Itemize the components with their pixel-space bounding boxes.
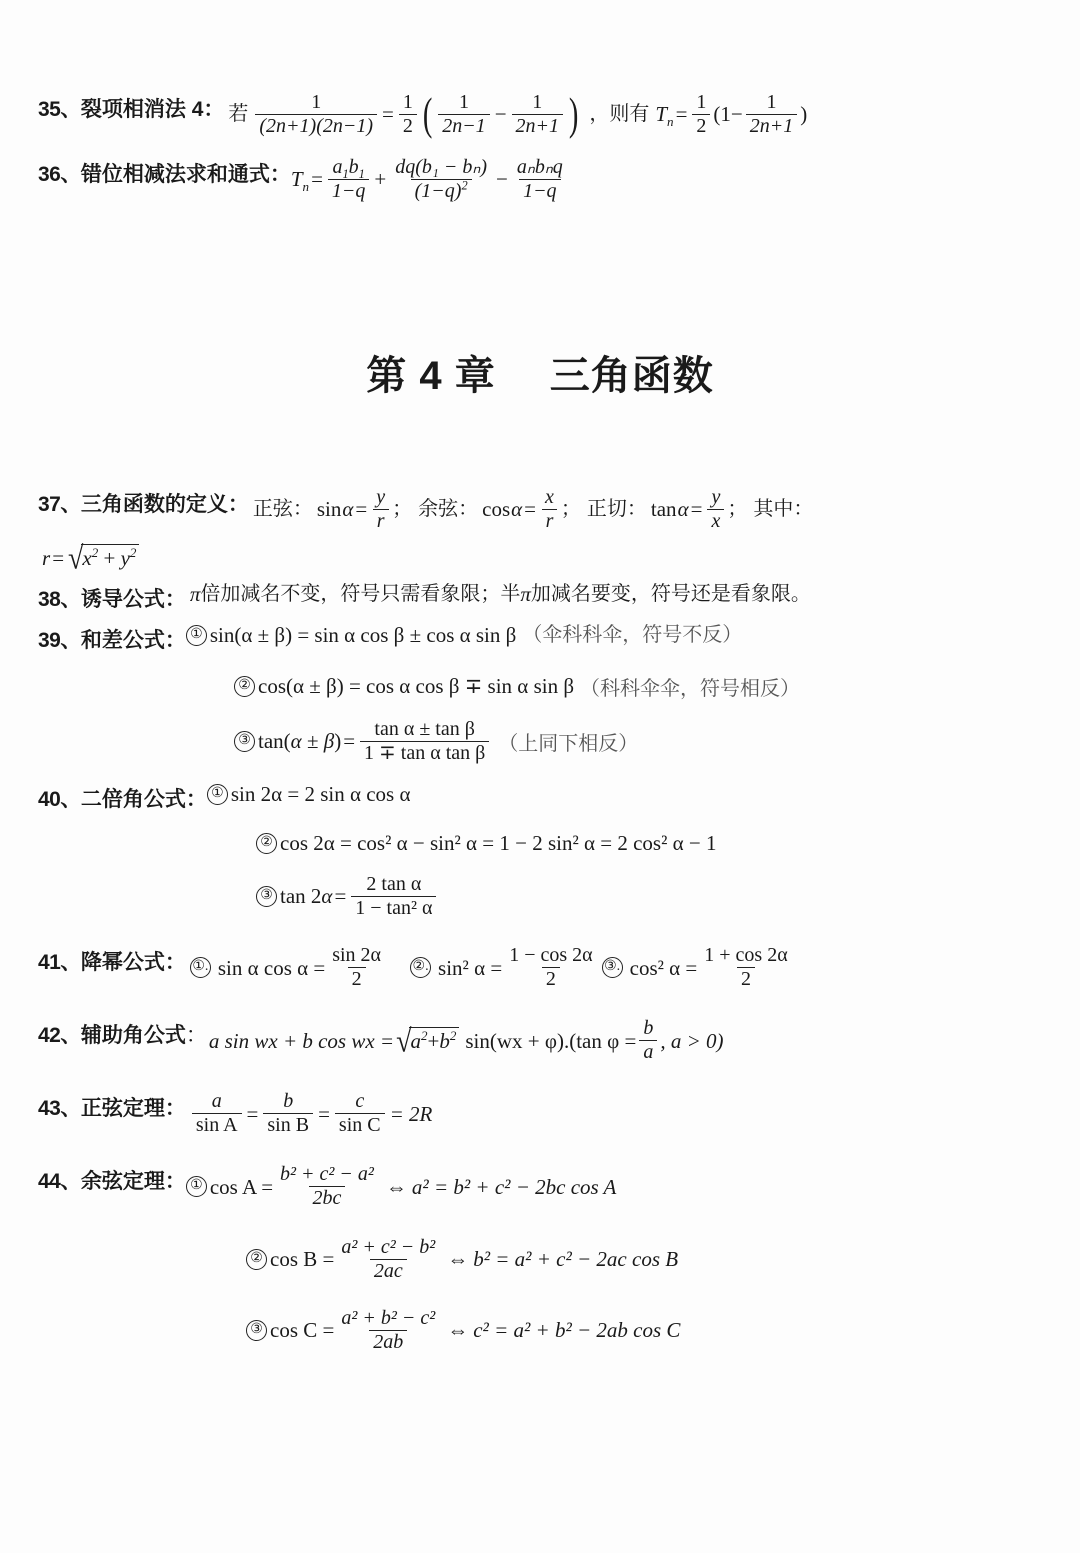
- cosine-law-rhs-1: a² = b² + c² − 2bc cos A: [411, 1174, 617, 1199]
- separator: ；: [727, 498, 748, 520]
- spacer: [38, 534, 1042, 544]
- marker-circle-3: ③.: [602, 957, 623, 978]
- spacer: [38, 764, 1042, 782]
- fraction-cosC: [337, 1308, 439, 1353]
- equals-sign-2: =: [675, 102, 688, 127]
- fraction-power-2: [505, 945, 596, 990]
- fraction-denominator: r: [542, 509, 558, 532]
- fraction-term-3: [513, 157, 567, 202]
- fraction-numerator: 1: [458, 91, 469, 113]
- minus-sign: −: [496, 167, 508, 192]
- item-number: 41、: [38, 951, 81, 975]
- item-label: 裂项相消法 4：: [80, 98, 225, 121]
- sine-name: 正弦：: [252, 498, 313, 520]
- a-subscript: 1: [342, 167, 349, 181]
- a-exponent: 2: [420, 1027, 428, 1043]
- right-paren: ): [568, 88, 579, 140]
- fraction-numerator: 1: [766, 91, 777, 113]
- fraction-denominator: 2n−1: [438, 114, 490, 137]
- tail-text: 其中：: [753, 498, 814, 520]
- fraction-denominator: 1 ∓ tan α tan β: [360, 741, 489, 764]
- fraction-denominator: 2bc: [309, 1186, 346, 1209]
- den-base: (1−q): [414, 180, 462, 202]
- item-text: [186, 582, 811, 606]
- power-reduce-lhs-1: sin α cos α =: [217, 955, 326, 980]
- marker-circle-1: ①: [186, 1176, 207, 1197]
- fraction-numerator: b² + c² − a²: [280, 1163, 374, 1186]
- item-label: 正弦定理：: [80, 1097, 186, 1121]
- cosine-law-rhs-2: b² = a² + c² − 2ac cos B: [473, 1247, 679, 1272]
- spacer: [38, 919, 1042, 945]
- item-label: 诱导公式：: [80, 588, 186, 611]
- plus-sign: +: [427, 1028, 440, 1053]
- formula-item-42: [38, 1018, 1042, 1063]
- cosine-name: 余弦：: [418, 498, 479, 520]
- equals-sign: =: [355, 497, 368, 522]
- item-formula-line-1: [207, 782, 411, 806]
- fraction-numerator: c: [355, 1090, 365, 1113]
- fraction-numerator: sin 2α: [332, 944, 382, 967]
- fraction-tan-phi: [639, 1018, 657, 1063]
- fraction-denominator: sin A: [192, 1113, 242, 1136]
- fraction-denominator: 1−q: [328, 179, 370, 202]
- double-angle-sine: sin 2α = 2 sin α cos α: [230, 782, 411, 807]
- equals-sign: =: [382, 102, 394, 127]
- cos-operator: cos: [482, 497, 511, 522]
- tn-symbol: [290, 167, 310, 195]
- fraction-numerator: dq(b₁ − bₙ): [395, 156, 487, 178]
- formula-item-39-line2: [38, 672, 1042, 701]
- sum-difference-sine: sin(α ± β) = sin α cos β ± cos α sin β: [209, 623, 517, 648]
- b-symbol: b: [439, 1028, 450, 1053]
- a-symbol: a: [332, 156, 343, 178]
- fraction-result-inner: [746, 92, 798, 137]
- spacer: [38, 813, 1042, 831]
- equals-sign-2: =: [318, 1101, 330, 1126]
- item-formula: [249, 487, 813, 532]
- marker-circle-2: ②.: [410, 957, 431, 978]
- item-label-colon: ：: [185, 1023, 207, 1048]
- fraction-cosB: [337, 1237, 439, 1282]
- fraction-term-1: [328, 157, 370, 202]
- item-number: 40、: [38, 788, 81, 812]
- fraction-denominator: 1−q: [519, 179, 561, 202]
- sin-operator: sin: [316, 497, 342, 522]
- tan-sum-lhs: tan(α ± β): [258, 729, 342, 754]
- iff-icon: ⇔: [447, 1318, 469, 1343]
- formula-item-36: [38, 157, 1042, 202]
- fraction-numerator: b: [283, 1090, 294, 1113]
- chapter-prefix: 第 4 章: [366, 354, 496, 398]
- tan-operator: tan: [650, 497, 677, 522]
- formula-item-37: [38, 487, 1042, 532]
- iff-icon: ⇔: [385, 1174, 407, 1199]
- item-number: 42、: [38, 1024, 81, 1048]
- cosine-law-lhs-2: cos B =: [270, 1247, 335, 1272]
- equals-sign: =: [52, 545, 65, 570]
- formula-item-39-line3: [38, 719, 1042, 764]
- fraction-cosine: [541, 487, 558, 532]
- equals-sign: =: [690, 497, 703, 522]
- separator: ；: [392, 498, 413, 520]
- circumradius-term: = 2R: [389, 1101, 433, 1126]
- tn-base: T: [655, 102, 668, 127]
- formula-item-35: [38, 88, 1042, 140]
- equals-sign: =: [343, 729, 356, 754]
- power-reduce-lhs-3: cos² α =: [629, 955, 698, 980]
- auxiliary-mid: sin(wx + φ).(tan φ =: [465, 1028, 637, 1053]
- x-symbol: x: [82, 546, 92, 570]
- item-formula: [291, 157, 570, 202]
- formula-item-39: [38, 623, 1042, 652]
- item-formula: [186, 945, 795, 990]
- radical-icon: √: [68, 540, 84, 577]
- a-symbol: a: [410, 1028, 421, 1053]
- item-label: 和差公式：: [80, 629, 186, 653]
- fraction-denominator: 2: [348, 967, 366, 990]
- item-number: 39、: [38, 629, 81, 653]
- fraction-denominator: 2ab: [369, 1330, 407, 1353]
- spacer: [38, 613, 1042, 623]
- fraction-numerator: y: [711, 486, 721, 508]
- item-number: 36、: [38, 163, 81, 186]
- alpha-symbol: α: [342, 497, 354, 522]
- fraction-numerator: 1: [402, 91, 413, 113]
- item-label: 二倍角公式：: [80, 788, 207, 812]
- fraction-numerator: a² + c² − b²: [341, 1236, 436, 1259]
- fraction-numerator: x: [545, 486, 554, 508]
- open-paren: (1−: [713, 102, 743, 127]
- marker-circle-3: ③: [246, 1320, 267, 1341]
- fraction-denominator: 1 − tan² α: [351, 896, 436, 919]
- item-formula: [207, 1018, 724, 1063]
- plus-sign: +: [374, 167, 387, 192]
- formula-item-37-line2: [38, 540, 1042, 577]
- fraction-tan-sum: [360, 719, 489, 764]
- fraction-denominator: [411, 179, 472, 202]
- fraction-result-half: [692, 92, 710, 137]
- cosine-law-rhs-3: c² = a² + b² − 2ab cos C: [473, 1318, 681, 1343]
- pi-symbol: π: [189, 582, 201, 606]
- fraction-denominator: 2n+1: [746, 114, 798, 137]
- fraction-numerator: a: [211, 1090, 222, 1113]
- item-formula-line-1: [186, 1164, 617, 1209]
- fraction-denominator: r: [373, 509, 389, 532]
- plus-sign: +: [103, 546, 116, 570]
- tangent-name: 正切：: [586, 498, 647, 520]
- fraction-numerator: a² + b² − c²: [341, 1307, 436, 1330]
- lead-text: 若: [228, 103, 249, 125]
- x-exponent: 2: [91, 545, 99, 560]
- alpha-symbol: α: [677, 497, 689, 522]
- fraction-tangent: [707, 487, 724, 532]
- fraction-half: [399, 92, 417, 137]
- fraction-denominator: 2: [399, 114, 417, 137]
- fraction-1: [255, 92, 377, 137]
- mnemonic-note: （伞科科伞，符号不反）: [522, 623, 743, 646]
- marker-circle-2: ②: [256, 833, 277, 854]
- formula-item-40-line3: [38, 874, 1042, 919]
- item-label: 余弦定理：: [80, 1170, 186, 1194]
- spacer: [38, 139, 1042, 157]
- fraction-denominator: a: [639, 1040, 657, 1063]
- square-root: [68, 540, 139, 577]
- item-number: 37、: [38, 493, 81, 516]
- chapter-title: 三角函数: [549, 354, 714, 398]
- induction-text-1: 倍加减名不变，符号只需看象限；半: [200, 582, 521, 605]
- close-paren: ): [800, 102, 808, 127]
- auxiliary-tail: , a > 0): [660, 1028, 724, 1053]
- y-exponent: 2: [129, 545, 137, 560]
- fraction-numerator: 1: [532, 91, 543, 113]
- item-formula: [224, 88, 808, 140]
- fraction-numerator: b: [643, 1017, 654, 1040]
- spacer: [38, 204, 1042, 344]
- fraction-numerator: 2 tan α: [366, 873, 422, 896]
- induction-text-2: 加减名要变，符号还是看象限。: [530, 582, 811, 605]
- cosine-law-lhs-1: cos A =: [209, 1174, 274, 1199]
- fraction-cosA: [276, 1164, 378, 1209]
- fraction-tan-double: [351, 874, 436, 919]
- equals-sign: =: [311, 167, 323, 192]
- fraction-denominator: 2: [737, 967, 755, 990]
- formula-item-44: [38, 1164, 1042, 1209]
- spacer: [38, 1065, 1042, 1091]
- fraction-numerator: aₙbₙq: [516, 156, 563, 178]
- den-exponent: 2: [461, 178, 468, 193]
- spacer: [38, 701, 1042, 719]
- radicand: [409, 1027, 459, 1055]
- marker-circle-2: ②: [246, 1249, 267, 1270]
- fraction-sine: [372, 487, 389, 532]
- b-subscript: 1: [358, 167, 365, 181]
- marker-circle-1: ①: [207, 784, 228, 805]
- mnemonic-note: （上同下相反）: [498, 733, 639, 756]
- tn-subscript: n: [302, 179, 310, 195]
- b-symbol: b: [348, 156, 359, 178]
- equals-sign: =: [334, 884, 347, 909]
- y-symbol: y: [120, 546, 130, 570]
- formula-item-44-line3: [38, 1308, 1042, 1353]
- mnemonic-note: （科科伞伞，符号相反）: [580, 678, 801, 701]
- marker-circle-3: ③: [234, 731, 255, 752]
- tn-subscript: n: [667, 114, 674, 130]
- equals-sign: =: [524, 497, 537, 522]
- spacer: [38, 1282, 1042, 1308]
- item-number: 43、: [38, 1097, 81, 1121]
- fraction-power-3: [700, 945, 791, 990]
- fraction-denominator: sin B: [263, 1113, 313, 1136]
- fraction-numerator: 1: [696, 91, 707, 113]
- fraction-denominator: 2n+1: [512, 114, 564, 137]
- fraction-denominator: 2: [692, 114, 710, 137]
- auxiliary-lhs: a sin wx + b cos wx =: [208, 1028, 395, 1053]
- fraction-power-1: [328, 945, 385, 990]
- connector-text: ，则有: [589, 103, 650, 125]
- fraction-inner-1: [438, 92, 490, 137]
- fraction-denominator: sin C: [335, 1113, 385, 1136]
- tn-base: T: [290, 167, 303, 192]
- pi-symbol-2: π: [520, 582, 531, 606]
- spacer: [38, 401, 1042, 487]
- marker-circle-1: ①: [186, 625, 207, 646]
- item-number: 44、: [38, 1170, 81, 1194]
- spacer: [38, 572, 1042, 582]
- separator: ；: [560, 498, 581, 520]
- fraction-denominator: x: [707, 509, 724, 532]
- equals-sign-1: =: [246, 1101, 259, 1126]
- spacer: [38, 1138, 1042, 1164]
- fraction-term-2: [391, 157, 491, 202]
- marker-circle-2: ②: [234, 676, 255, 697]
- formula-item-44-line2: [38, 1237, 1042, 1282]
- fraction-c-sinC: [335, 1091, 385, 1136]
- left-paren: (: [422, 88, 433, 140]
- double-angle-cosine: cos 2α = cos² α − sin² α = 1 − 2 sin² α = 2 cos² α − 1: [280, 831, 717, 856]
- fraction-b-sinB: [263, 1091, 313, 1136]
- fraction-inner-2: [512, 92, 564, 137]
- square-root: [396, 1023, 459, 1060]
- fraction-numerator: 1 − cos 2α: [509, 944, 593, 967]
- fraction-a-sinA: [192, 1091, 242, 1136]
- item-label: 错位相减法求和通式：: [80, 163, 291, 186]
- r-symbol: r: [42, 545, 51, 570]
- formula-item-41: [38, 945, 1042, 990]
- cosine-law-lhs-3: cos C =: [270, 1318, 335, 1343]
- spacer: [38, 1211, 1042, 1237]
- sum-difference-cosine: cos(α ± β) = cos α cos β ∓ sin α sin β: [258, 674, 575, 699]
- chapter-heading: [38, 344, 1042, 401]
- power-reduce-lhs-2: sin² α =: [438, 955, 503, 980]
- fraction-numerator: [328, 157, 368, 179]
- radical-icon: √: [396, 1023, 412, 1060]
- item-formula: [186, 1091, 433, 1136]
- formula-item-40: [38, 782, 1042, 811]
- fraction-numerator: tan α ± tan β: [374, 718, 475, 741]
- formula-item-43: [38, 1091, 1042, 1136]
- fraction-numerator: y: [376, 486, 386, 508]
- minus-sign: −: [494, 102, 507, 127]
- item-number: 35、: [38, 98, 81, 121]
- item-label: 三角函数的定义：: [80, 493, 249, 516]
- item-number: 38、: [38, 588, 81, 611]
- fraction-denominator: (2n+1)(2n−1): [255, 114, 377, 137]
- spacer: [38, 992, 1042, 1018]
- item-formula-line-1: [186, 623, 742, 647]
- b-exponent: 2: [449, 1027, 457, 1043]
- radicand: [81, 544, 139, 572]
- marker-circle-1: ①.: [190, 957, 211, 978]
- spacer: [38, 654, 1042, 672]
- spacer: [38, 856, 1042, 874]
- tan-double-lhs: tan 2α: [280, 884, 333, 909]
- alpha-symbol: α: [511, 497, 523, 522]
- fraction-numerator: 1 + cos 2α: [704, 944, 788, 967]
- fraction-denominator: 2ac: [370, 1259, 407, 1282]
- tn-symbol: [655, 102, 674, 130]
- formula-item-40-line2: [38, 831, 1042, 856]
- formula-item-38: [38, 582, 1042, 611]
- marker-circle-3: ③: [256, 886, 277, 907]
- iff-icon: ⇔: [447, 1247, 469, 1272]
- item-label: 降幂公式：: [80, 951, 186, 975]
- fraction-denominator: 2: [542, 967, 560, 990]
- fraction-numerator: 1: [311, 91, 322, 113]
- item-label: 辅助角公式: [80, 1024, 186, 1048]
